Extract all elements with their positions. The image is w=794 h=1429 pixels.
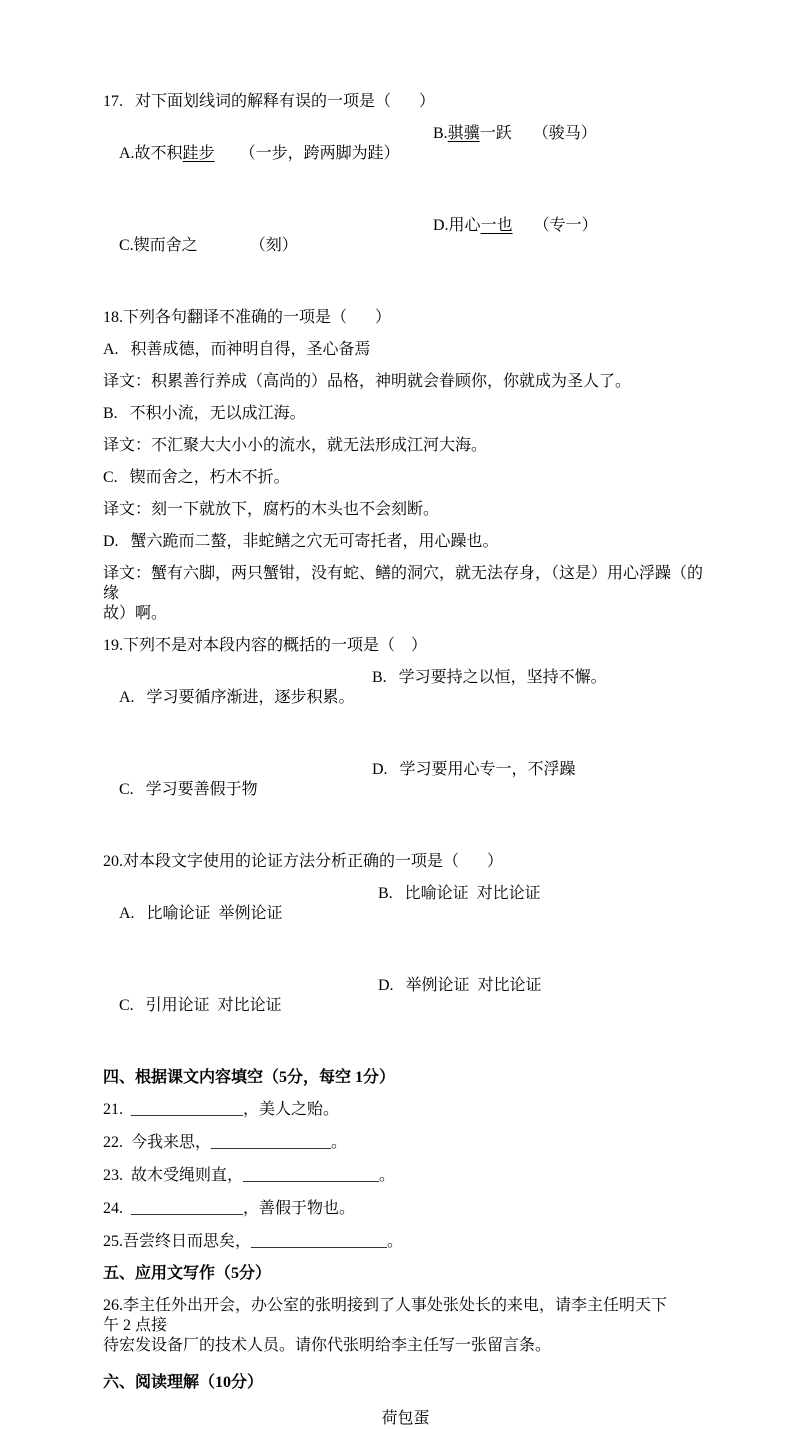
q20-row-cd <box>103 976 708 1056</box>
q18-option-d: D. 蟹六跪而二螯，非蛇鳝之穴无可寄托者，用心躁也。 <box>103 533 499 550</box>
q18-option-b: B. 不积小流，无以成江海。 <box>103 405 306 422</box>
q17-b-text-2: 一跃 <box>479 125 512 142</box>
q19-option-a: A. 学习要循序渐进，逐步积累。 <box>119 689 355 706</box>
q19-row-cd <box>103 760 708 840</box>
q23-text: 23. 故木受绳则直， <box>103 1167 244 1184</box>
fill-q22 <box>103 1133 708 1153</box>
q19-title: 19.下列不是对本段内容的概括的一项是（ ） <box>103 637 428 654</box>
q18-translation-a: 译文：积累善行养成（高尚的）品格，神明就会眷顾你，你就成为圣人了。 <box>103 373 632 390</box>
q17-c-text: C.锲而舍之 <box>119 237 198 254</box>
gap <box>198 249 250 250</box>
section5-heading: 五、应用文写作（5分） <box>103 1265 272 1282</box>
q23-text-2: 。 <box>379 1167 396 1184</box>
section6-heading: 六、阅读理解（10分） <box>103 1374 264 1391</box>
q19-option-b: B. 学习要持之以恒，坚持不懈。 <box>372 669 607 686</box>
q17-row-cd <box>103 216 708 296</box>
q18-translation-d-line1: 译文：蟹有六脚，两只蟹钳，没有蛇、鳝的洞穴，就无法存身，（这是）用心浮躁（的缘 <box>103 565 704 602</box>
gap <box>215 157 240 158</box>
q17-d-note: （专一） <box>533 217 598 234</box>
q17-b-underlined-term: 骐骥 <box>447 125 480 142</box>
q24-blank: ______________ <box>131 1200 243 1217</box>
q17-b-text: B. <box>433 125 448 142</box>
q17-a-note: （一步，跨两脚为跬） <box>239 145 400 162</box>
q17-d-underlined-term: 一也 <box>480 217 513 234</box>
fill-q21 <box>103 1100 708 1120</box>
q25-blank: _________________ <box>251 1233 388 1250</box>
q20-row-ab <box>103 884 708 964</box>
q18-translation-c: 译文：刻一下就放下，腐朽的木头也不会刻断。 <box>103 501 440 518</box>
q18-option-a: A. 积善成德，而神明自得，圣心备焉 <box>103 341 371 358</box>
q17-c-note: （刻） <box>249 237 298 254</box>
q18-option-c: C. 锲而舍之，朽木不折。 <box>103 469 290 486</box>
q21-text: 21. <box>103 1101 131 1118</box>
reading-passage-title: 荷包蛋 <box>381 1410 430 1427</box>
q24-text: 24. <box>103 1200 131 1217</box>
q20-option-c: C. 引用论证 对比论证 <box>119 997 282 1014</box>
q25-text: 25.吾尝终日而思矣， <box>103 1233 252 1250</box>
q19-option-c: C. 学习要善假于物 <box>119 781 258 798</box>
q17-option-a <box>119 145 400 162</box>
q22-text-2: 。 <box>331 1134 348 1151</box>
q17-option-d <box>433 216 598 236</box>
q17-a-text: A.故不积 <box>119 145 183 162</box>
q18-title: 18.下列各句翻译不准确的一项是（ ） <box>103 309 392 326</box>
q19-row-ab <box>103 668 708 748</box>
q17-a-underlined-term: 跬步 <box>182 145 215 162</box>
q23-blank: _________________ <box>243 1167 380 1184</box>
q24-text-2: ，善假于物也。 <box>243 1200 356 1217</box>
q18-translation-b: 译文：不汇聚大大小小的流水，就无法形成江河大海。 <box>103 437 488 454</box>
q17-row-ab <box>103 124 708 204</box>
q22-text: 22. 今我来思， <box>103 1134 212 1151</box>
q19-option-d: D. 学习要用心专一，不浮躁 <box>372 761 576 778</box>
q26-line2: 待宏发设备厂的技术人员。请你代张明给李主任写一张留言条。 <box>103 1337 552 1354</box>
fill-q24 <box>103 1199 708 1219</box>
fill-q23 <box>103 1166 708 1186</box>
q17-option-c <box>119 237 298 254</box>
q20-option-d: D. 举例论证 对比论证 <box>378 977 542 994</box>
q18-translation-d-line2: 故）啊。 <box>103 605 168 622</box>
q21-blank: ______________ <box>131 1101 243 1118</box>
q21-text-2: ，美人之贻。 <box>243 1101 340 1118</box>
q20-option-a: A. 比喻论证 举例论证 <box>119 905 283 922</box>
q17-title: 17. 对下面划线词的解释有误的一项是（ ） <box>103 93 436 110</box>
fill-q25 <box>103 1232 708 1252</box>
q26-line1: 26.李主任外出开会，办公室的张明接到了人事处张处长的来电，请李主任明天下午 2 点接 <box>103 1297 668 1334</box>
q17-option-b <box>433 124 597 144</box>
q17-b-note: （骏马） <box>532 125 597 142</box>
q20-title: 20.对本段文字使用的论证方法分析正确的一项是（ ） <box>103 853 504 870</box>
q17-d-text: D.用心 <box>433 217 481 234</box>
q22-blank: _______________ <box>211 1134 332 1151</box>
gap <box>512 137 533 138</box>
q20-option-b: B. 比喻论证 对比论证 <box>378 885 541 902</box>
gap <box>513 229 534 230</box>
section4-heading: 四、根据课文内容填空（5分，每空 1分） <box>103 1069 396 1086</box>
q25-text-2: 。 <box>387 1233 404 1250</box>
